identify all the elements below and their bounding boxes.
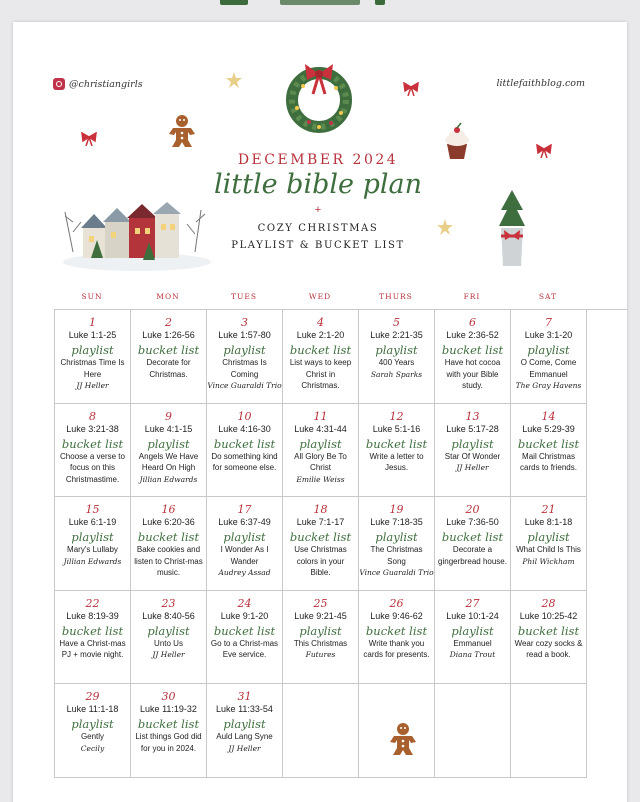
calendar-day-cell <box>207 310 283 404</box>
dow-mon: MON <box>156 292 180 301</box>
entry-description: Emmanuel <box>453 638 492 648</box>
calendar-day-cell <box>55 497 131 591</box>
day-number: 19 <box>389 503 404 517</box>
song-artist: JJ Heller <box>456 463 489 473</box>
calendar-day-cell <box>207 404 283 498</box>
scripture-reading: Luke 9:21-45 <box>294 610 347 621</box>
calendar-day-cell <box>207 591 283 685</box>
scripture-reading: Luke 4:16-30 <box>218 423 271 434</box>
scripture-reading: Luke 7:36-50 <box>446 517 499 528</box>
song-artist: Sarah Sparks <box>370 369 423 379</box>
entry-type: playlist <box>375 530 418 545</box>
day-number: 23 <box>161 596 176 610</box>
bow-icon <box>81 132 97 146</box>
calendar-empty-cell <box>435 684 511 778</box>
calendar-day-cell <box>359 310 435 404</box>
entry-type: bucket list <box>517 623 580 638</box>
entry-type: playlist <box>223 343 266 357</box>
day-number: 24 <box>237 596 252 610</box>
dow-fri: FRI <box>463 292 481 301</box>
entry-description: Bake cookies and listen to Christ-mas music. <box>134 545 203 578</box>
entry-description: 400 Years <box>378 358 415 367</box>
day-number: 14 <box>541 409 556 423</box>
scripture-reading: Luke 2:36-52 <box>446 330 499 340</box>
entry-type: bucket list <box>213 623 276 638</box>
day-number: 31 <box>237 690 252 704</box>
entry-description: Choose a verse to focus on this Christmastime. <box>60 451 125 484</box>
song-artist: Diana Trout <box>449 650 496 660</box>
website-label: littlefaithblog.com <box>496 78 585 89</box>
day-number: 2 <box>165 316 172 329</box>
scripture-reading: Luke 11:1-18 <box>66 704 119 715</box>
dow-tues: TUES <box>231 292 257 301</box>
scripture-reading: Luke 9:1-20 <box>220 610 269 621</box>
scripture-reading: Luke 9:46-62 <box>370 610 423 621</box>
entry-description: What Child Is This <box>516 545 581 555</box>
scripture-reading: Luke 1:1-25 <box>68 330 117 340</box>
song-artist: Jillian Edwards <box>139 474 198 484</box>
entry-description: List things God did for you in 2024. <box>135 732 202 753</box>
subtitle-line-1: COZY CHRISTMAS <box>257 223 379 234</box>
entry-description: Decorate for Christmas. <box>146 358 191 379</box>
calendar-day-cell <box>283 310 359 404</box>
scripture-reading: Luke 6:37-49 <box>218 517 271 528</box>
entry-type: playlist <box>71 530 114 545</box>
calendar-week <box>55 684 628 778</box>
scripture-reading: Luke 7:1-17 <box>296 517 345 528</box>
entry-description: Mary's Lullaby <box>67 545 118 555</box>
entry-type: bucket list <box>289 530 352 545</box>
entry-description: Auld Lang Syne <box>216 732 273 742</box>
star-icon <box>226 72 242 88</box>
day-number: 9 <box>165 409 172 423</box>
entry-description: The Christmas Song <box>370 545 423 566</box>
entry-type: playlist <box>375 343 418 357</box>
subtitle-line-2: PLAYLIST & BUCKET LIST <box>231 240 405 251</box>
bow-icon <box>403 82 419 96</box>
calendar-day-cell <box>55 591 131 685</box>
day-number: 25 <box>313 596 328 610</box>
calendar-page <box>13 22 627 802</box>
day-number: 5 <box>393 316 400 329</box>
day-number: 11 <box>313 409 328 423</box>
song-artist: Vince Guaraldi Trio <box>359 568 434 578</box>
scripture-reading: Luke 4:1-15 <box>144 423 193 434</box>
entry-type: bucket list <box>137 343 200 357</box>
calendar-day-cell <box>55 684 131 778</box>
day-number: 29 <box>85 690 100 704</box>
song-artist: The Gray Havens <box>515 381 582 390</box>
instagram-handle <box>53 78 143 90</box>
calendar-day-cell <box>359 591 435 685</box>
calendar-day-cell <box>283 404 359 498</box>
scripture-reading: Luke 11:19-32 <box>140 704 197 715</box>
day-number: 8 <box>89 409 96 423</box>
song-artist: Audrey Assad <box>218 568 271 578</box>
entry-type: bucket list <box>137 530 200 545</box>
day-number: 18 <box>313 503 328 517</box>
song-artist: Cecily <box>80 743 105 753</box>
calendar-day-cell <box>131 497 207 591</box>
gingerbread-man-icon <box>389 722 417 756</box>
calendar-empty-cell <box>283 684 359 778</box>
scripture-reading: Luke 1:57-80 <box>218 330 271 340</box>
entry-description: Wear cozy socks & read a book. <box>514 638 583 660</box>
day-number: 10 <box>237 409 252 423</box>
day-number: 15 <box>85 503 100 517</box>
day-number: 21 <box>541 503 556 517</box>
cupcake-icon <box>443 122 471 160</box>
day-of-week-header <box>54 292 626 301</box>
entry-type: bucket list <box>61 436 124 451</box>
day-number: 1 <box>89 316 96 329</box>
entry-description: Christmas Time Is Here <box>60 358 125 379</box>
song-artist: Jillian Edwards <box>63 556 122 566</box>
calendar-day-cell <box>511 310 587 404</box>
scripture-reading: Luke 4:31-44 <box>294 423 347 434</box>
entry-description: Have a Christ-mas PJ + movie night. <box>59 638 126 660</box>
day-number: 30 <box>161 690 176 704</box>
entry-description: Write a letter to Jesus. <box>369 451 424 473</box>
entry-type: playlist <box>223 530 266 545</box>
dow-sat: SAT <box>538 292 558 301</box>
scripture-reading: Luke 8:1-18 <box>524 517 573 528</box>
entry-description: Gently <box>80 732 105 742</box>
day-number: 26 <box>389 596 404 610</box>
day-number: 20 <box>465 503 480 517</box>
song-artist: JJ Heller <box>228 743 261 753</box>
day-number: 3 <box>241 316 248 329</box>
entry-type: bucket list <box>441 530 504 545</box>
entry-type: bucket list <box>365 623 428 638</box>
song-artist: Emilie Weiss <box>296 474 345 484</box>
calendar-empty-cell <box>511 684 587 778</box>
entry-type: bucket list <box>441 343 504 357</box>
calendar-grid <box>54 309 628 778</box>
entry-type: bucket list <box>517 436 580 451</box>
subtitle <box>208 220 428 254</box>
calendar-day-cell <box>359 497 435 591</box>
entry-description: Mail Christmas cards to friends. <box>520 451 577 473</box>
day-number: 7 <box>545 316 552 329</box>
entry-type: playlist <box>527 343 570 357</box>
day-number: 17 <box>237 503 252 517</box>
calendar-day-cell <box>511 497 587 591</box>
song-artist: Vince Guaraldi Trio <box>207 381 282 390</box>
scripture-reading: Luke 7:18-35 <box>370 517 423 528</box>
entry-description: O Come, Come Emmanuel <box>520 358 577 379</box>
scripture-reading: Luke 11:33-54 <box>216 704 273 715</box>
entry-type: bucket list <box>213 436 276 451</box>
song-artist: Phil Wickham <box>522 556 575 566</box>
day-number: 22 <box>85 596 100 610</box>
wreath-icon <box>281 58 357 134</box>
instagram-handle-text: @christiangirls <box>69 78 143 90</box>
entry-description: Write thank you cards for presents. <box>363 638 430 660</box>
day-number: 28 <box>541 596 556 610</box>
month-heading: DECEMBER 2024 <box>237 152 399 168</box>
scripture-reading: Luke 3:1-20 <box>524 330 573 340</box>
entry-description: Angels We Have Heard On High <box>138 451 199 473</box>
entry-type: playlist <box>223 717 266 732</box>
entry-description: I Wonder As I Wander <box>220 545 269 566</box>
plus-sign: + <box>314 204 322 216</box>
day-number: 4 <box>317 316 324 329</box>
entry-description: List ways to keep Christ in Christmas. <box>289 358 352 390</box>
plan-title: little bible plan <box>214 169 422 200</box>
scripture-reading: Luke 5:17-28 <box>446 423 499 434</box>
calendar-day-cell <box>131 591 207 685</box>
entry-type: playlist <box>451 436 494 451</box>
star-icon <box>437 219 453 235</box>
scripture-reading: Luke 5:29-39 <box>522 423 575 434</box>
day-number: 12 <box>389 409 404 423</box>
entry-description: Star Of Wonder <box>444 451 501 461</box>
calendar-week <box>55 310 628 404</box>
entry-type: playlist <box>71 343 114 357</box>
gingerbread-man-icon <box>168 114 196 148</box>
calendar-day-cell <box>359 404 435 498</box>
calendar-day-cell <box>207 497 283 591</box>
potted-tree-icon <box>495 188 529 268</box>
day-number: 13 <box>465 409 480 423</box>
calendar-day-cell <box>283 591 359 685</box>
entry-type: playlist <box>147 623 190 638</box>
scripture-reading: Luke 8:19-39 <box>66 610 119 621</box>
calendar-week <box>55 591 628 685</box>
calendar-day-cell <box>511 404 587 498</box>
day-number: 16 <box>161 503 176 517</box>
scripture-reading: Luke 1:26-56 <box>142 330 195 340</box>
entry-type: playlist <box>451 623 494 638</box>
entry-description: Christmas Is Coming <box>222 358 267 379</box>
entry-type: playlist <box>147 436 190 451</box>
dow-sun: SUN <box>81 292 103 301</box>
calendar-day-cell <box>131 310 207 404</box>
entry-description: All Glory Be To Christ <box>294 451 347 473</box>
entry-description: Use Christmas colors in your Bible. <box>294 545 347 578</box>
song-artist: JJ Heller <box>76 381 109 390</box>
entry-type: bucket list <box>365 436 428 451</box>
scripture-reading: Luke 6:1-19 <box>68 517 117 528</box>
entry-description: Decorate a gingerbread house. <box>438 545 507 566</box>
calendar-day-cell <box>435 404 511 498</box>
village-houses-icon <box>61 192 213 272</box>
title-block <box>208 152 428 254</box>
scripture-reading: Luke 8:40-56 <box>142 610 195 621</box>
entry-description: Do something kind for someone else. <box>211 451 278 473</box>
calendar-day-cell <box>55 310 131 404</box>
entry-type: bucket list <box>289 343 352 357</box>
calendar-day-cell <box>435 310 511 404</box>
scripture-reading: Luke 10:1-24 <box>446 610 499 621</box>
scripture-reading: Luke 2:1-20 <box>296 330 345 340</box>
dow-wed: WED <box>308 292 332 301</box>
calendar-week <box>55 404 628 498</box>
calendar-day-cell <box>55 404 131 498</box>
day-number: 6 <box>469 316 476 329</box>
entry-type: playlist <box>71 717 114 732</box>
scripture-reading: Luke 10:25-42 <box>519 610 578 621</box>
scripture-reading: Luke 6:20-36 <box>142 517 195 528</box>
top-edge-sliver <box>210 0 390 6</box>
day-number: 27 <box>465 596 480 610</box>
calendar-day-cell <box>283 497 359 591</box>
entry-type: playlist <box>299 623 342 638</box>
calendar-day-cell <box>435 497 511 591</box>
scripture-reading: Luke 3:21-38 <box>66 423 119 434</box>
entry-description: This Christmas <box>293 638 348 648</box>
entry-type: bucket list <box>137 717 200 732</box>
entry-description: Have hot cocoa with your Bible study. <box>444 358 501 390</box>
calendar-day-cell <box>131 684 207 778</box>
song-artist: JJ Heller <box>152 650 185 660</box>
song-artist: Futures <box>305 650 336 660</box>
scripture-reading: Luke 2:21-35 <box>370 330 423 340</box>
entry-type: bucket list <box>61 623 124 638</box>
calendar-week <box>55 497 628 591</box>
calendar-day-cell <box>207 684 283 778</box>
instagram-icon <box>53 78 65 90</box>
entry-description: Go to a Christ-mas Eve service. <box>210 638 279 660</box>
calendar-day-cell <box>435 591 511 685</box>
bow-icon <box>536 144 552 158</box>
calendar-day-cell <box>511 591 587 685</box>
calendar-day-cell <box>131 404 207 498</box>
dow-thurs: THURS <box>379 292 413 301</box>
entry-type: playlist <box>299 436 342 451</box>
entry-type: playlist <box>527 530 570 545</box>
entry-description: Unto Us <box>154 638 183 648</box>
scripture-reading: Luke 5:1-16 <box>372 423 421 434</box>
